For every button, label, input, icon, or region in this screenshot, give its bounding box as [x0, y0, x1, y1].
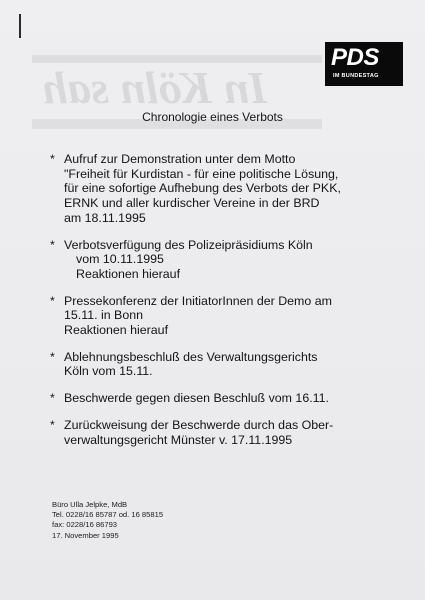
binder-edge-mark: [19, 14, 21, 38]
item-line: Köln vom 15.11.: [64, 364, 153, 379]
bullet-marker: *: [50, 237, 55, 252]
list-item: [50, 391, 390, 406]
item-line: Verbotsverfügung des Polizeipräsidiums Köln: [64, 237, 313, 252]
list-item: [50, 418, 390, 447]
item-line: ERNK und aller kurdischer Vereine in der BRD: [64, 196, 320, 211]
bleed-through-headline: In Köln sah: [42, 62, 268, 113]
logo-mark: PDS: [331, 44, 379, 71]
item-line: "Freiheit für Kurdistan - für eine politische Lösung,: [64, 166, 339, 181]
bullet-marker: *: [50, 417, 55, 432]
item-line: Zurückweisung der Beschwerde durch das Ober-: [64, 417, 334, 432]
item-line: für eine sofortige Aufhebung des Verbots der PKK,: [64, 181, 341, 196]
item-line: Reaktionen hierauf: [64, 323, 169, 338]
item-line: Reaktionen hierauf: [76, 266, 181, 281]
sender-telephone: Tel. 0228/16 85787 od. 16 85815: [52, 510, 164, 520]
item-line: Pressekonferenz der InitiatorInnen der Demo am: [64, 293, 332, 308]
bullet-marker: *: [50, 391, 55, 406]
pds-logo: [325, 42, 403, 86]
sender-office: Büro Ulla Jelpke, MdB: [52, 500, 128, 509]
sender-date: 17. November 1995: [52, 530, 119, 540]
item-line: vom 10.11.1995: [76, 252, 164, 267]
chronology-list: [50, 152, 390, 447]
list-item: [50, 294, 390, 338]
item-line: verwaltungsgericht Münster v. 17.11.1995: [64, 432, 293, 447]
item-line: Ablehnungsbeschluß des Verwaltungsgerichts: [64, 349, 318, 364]
item-line: am 18.11.1995: [64, 210, 146, 225]
item-line: 15.11. in Bonn: [64, 308, 143, 323]
page-title: Chronologie eines Verbots: [142, 110, 283, 124]
sender-block: [52, 500, 252, 541]
item-line: Aufruf zur Demonstration unter dem Motto: [64, 152, 296, 166]
sender-fax: fax: 0228/16 86793: [52, 520, 118, 530]
logo-subtitle: IM BUNDESTAG: [333, 73, 379, 79]
list-item: [50, 152, 390, 226]
list-item: [50, 238, 390, 282]
list-item: [50, 350, 390, 379]
bullet-marker: *: [50, 293, 55, 308]
bullet-marker: *: [50, 349, 55, 364]
item-line: Beschwerde gegen diesen Beschluß vom 16.11.: [64, 391, 329, 406]
bullet-marker: *: [50, 152, 55, 166]
